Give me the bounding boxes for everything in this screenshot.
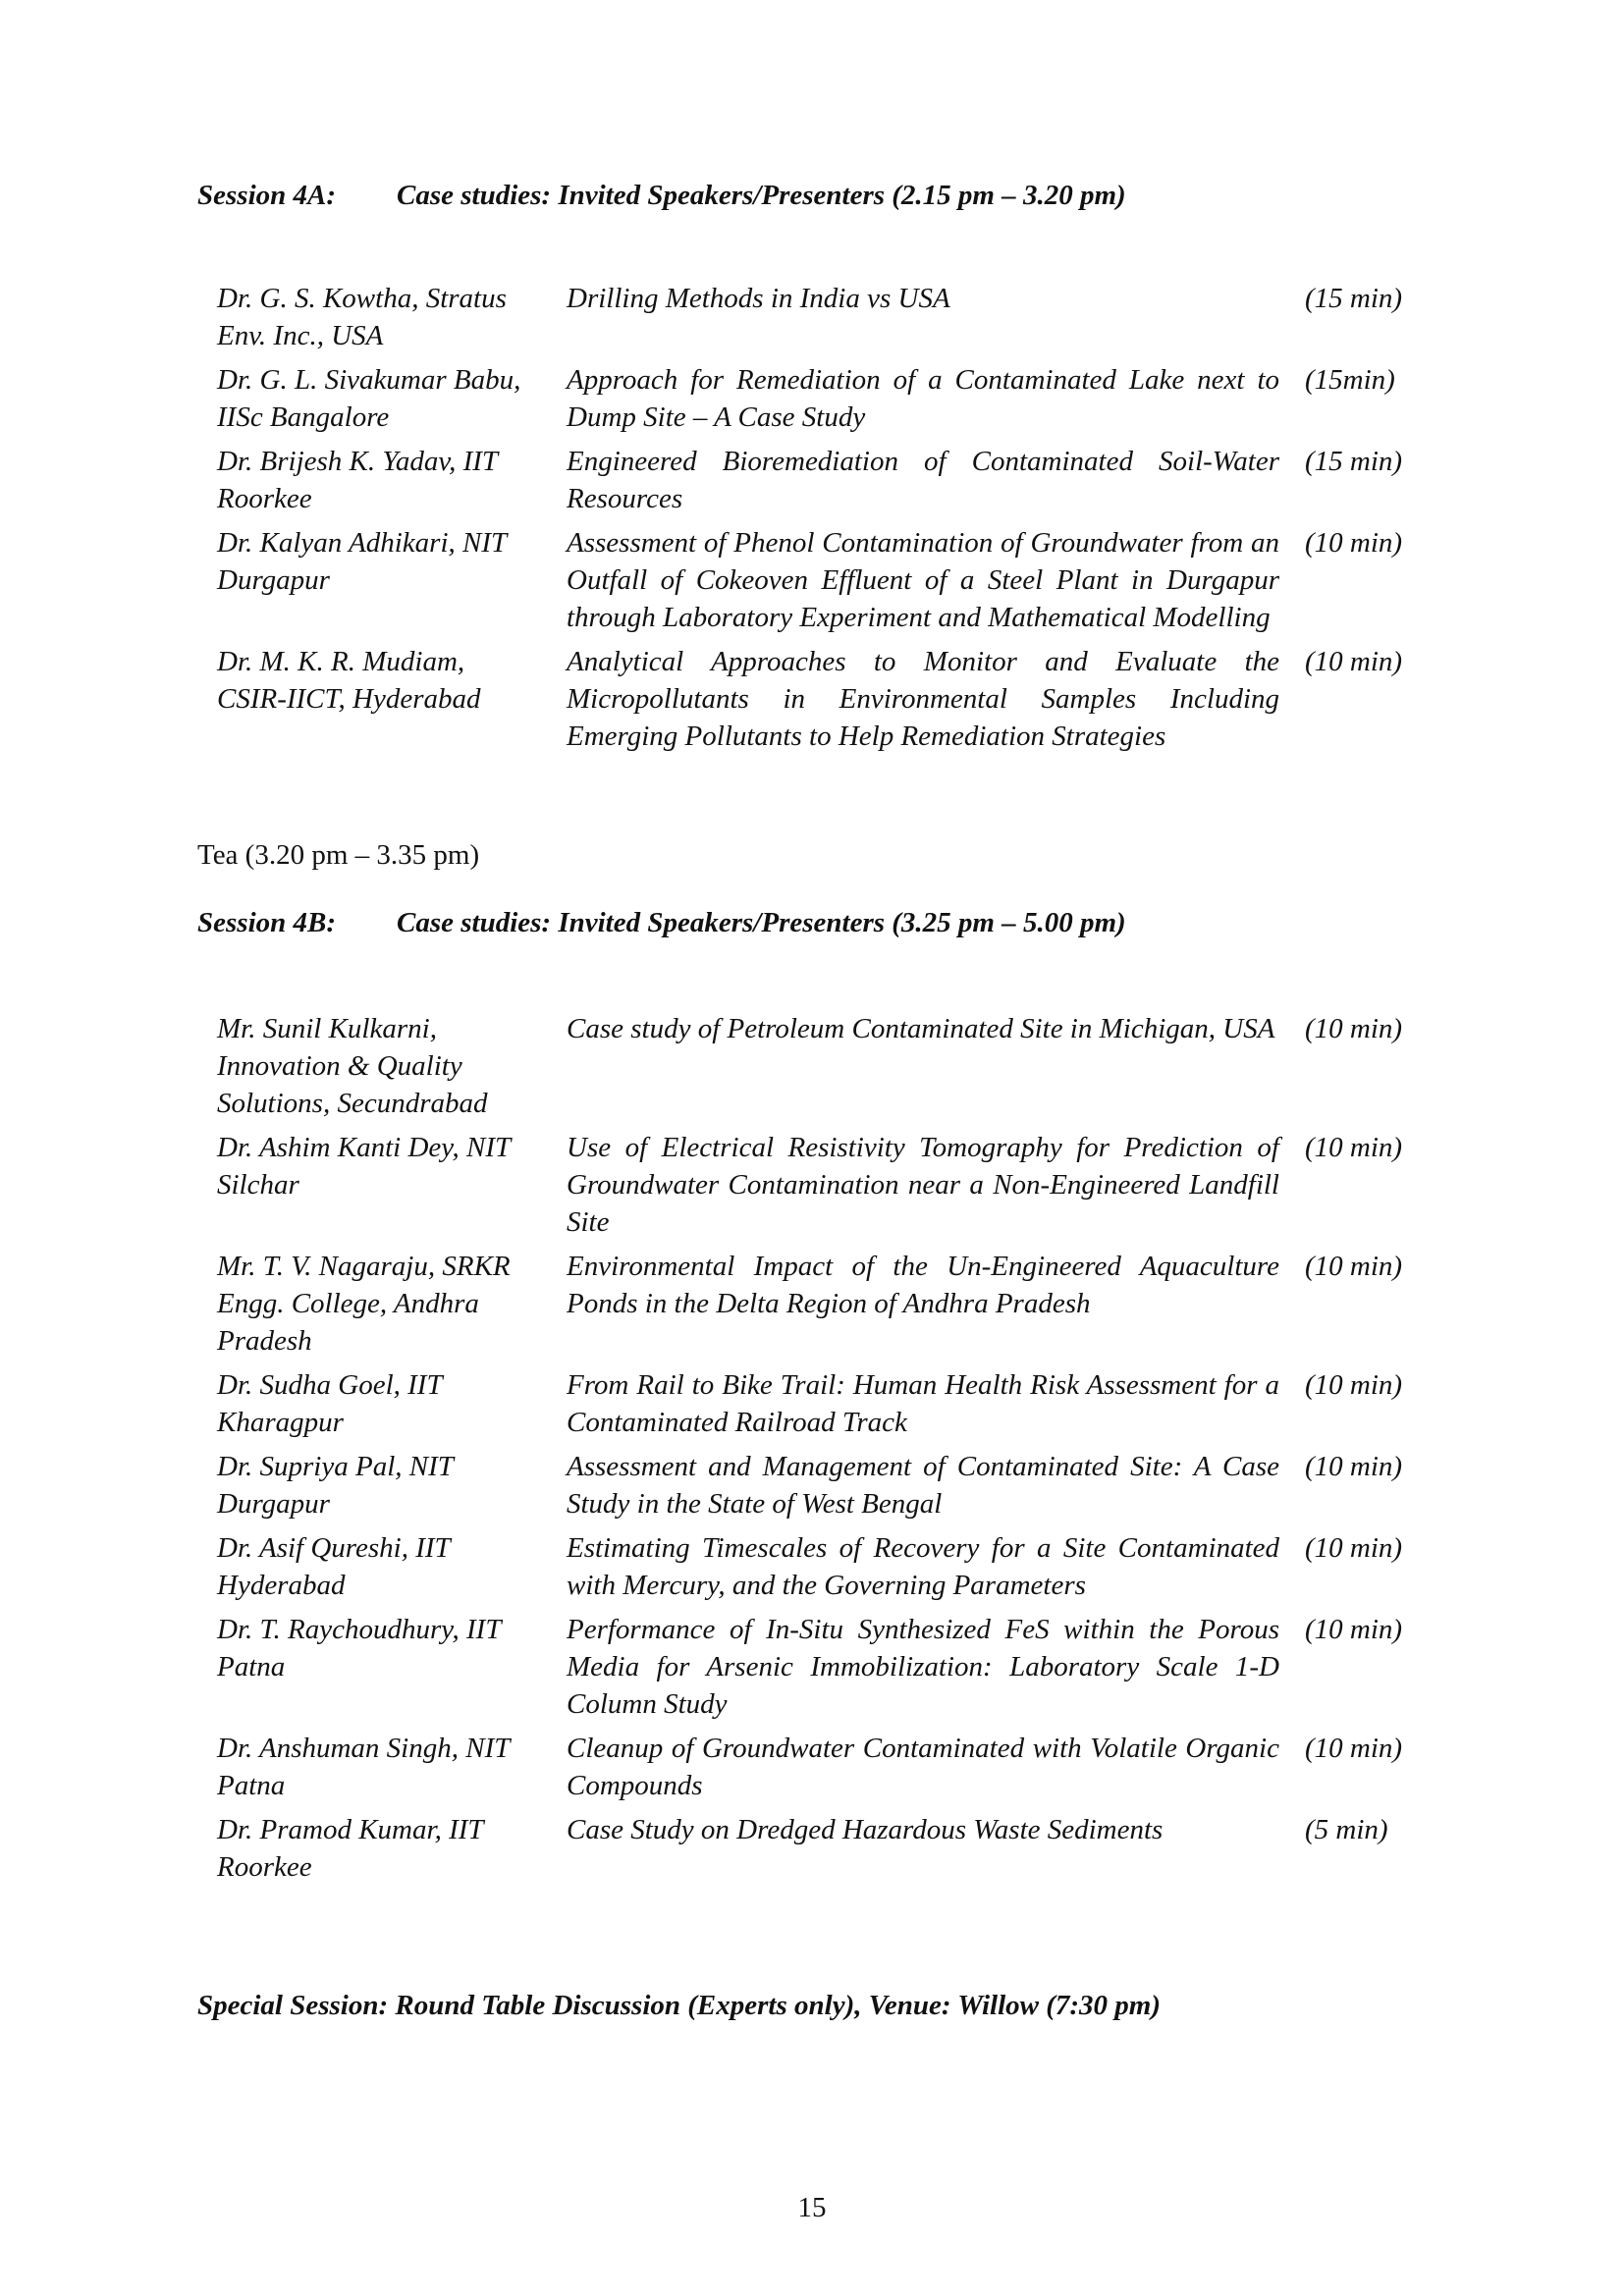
session-4a-code: Session 4A: [197, 180, 337, 211]
speaker: Mr. T. V. Nagaraju, SRKR Engg. College, Andhra Pradesh [217, 1251, 511, 1357]
talk-title: From Rail to Bike Trail: Human Health Risk Assessment for a Contaminated Railroad Track [567, 1369, 1279, 1438]
program-row [217, 524, 1435, 636]
session-4b-program [217, 1010, 1435, 1893]
talk-title: Analytical Approaches to Monitor and Evaluate the Micropollutants in Environmental Samples Including Emerging Pollutants to Help Remediation Strategies [567, 646, 1279, 752]
talk-duration: (15 min) [1305, 283, 1403, 314]
speaker: Mr. Sunil Kulkarni, Innovation & Quality Solutions, Secundrabad [217, 1013, 488, 1119]
speaker: Dr. M. K. R. Mudiam, CSIR-IICT, Hyderabad [217, 646, 481, 715]
talk-title: Estimating Timescales of Recovery for a Site Contaminated with Mercury, and the Governing Parameters [567, 1532, 1279, 1601]
session-4a-title: Case studies: Invited Speakers/Presenters (2.15 pm – 3.20 pm) [397, 180, 1126, 211]
program-row [217, 1448, 1435, 1522]
speaker: Dr. Supriya Pal, NIT Durgapur [217, 1451, 454, 1520]
speaker: Dr. Sudha Goel, IIT Kharagpur [217, 1369, 443, 1438]
talk-title: Case study of Petroleum Contaminated Site in Michigan, USA [567, 1013, 1275, 1044]
talk-duration: (5 min) [1305, 1814, 1388, 1845]
page-number: 15 [797, 2192, 827, 2223]
session-4a-program [217, 280, 1435, 762]
program-row [217, 1730, 1435, 1804]
talk-title: Engineered Bioremediation of Contaminated Soil-Water Resources [567, 446, 1279, 514]
talk-duration: (10 min) [1305, 1251, 1403, 1282]
talk-duration: (10 min) [1305, 1013, 1403, 1044]
speaker: Dr. Brijesh K. Yadav, IIT Roorkee [217, 446, 498, 514]
program-row [217, 443, 1435, 517]
talk-title: Case Study on Dredged Hazardous Waste Sediments [567, 1814, 1164, 1845]
talk-duration: (10 min) [1305, 1369, 1403, 1401]
talk-duration: (10 min) [1305, 1451, 1403, 1482]
program-row [217, 1811, 1435, 1886]
session-4b-heading [197, 907, 1126, 939]
talk-title: Performance of In-Situ Synthesized FeS within the Porous Media for Arsenic Immobilization: Laboratory Scale 1-D Column Study [567, 1614, 1279, 1720]
talk-title: Environmental Impact of the Un-Engineered Aquaculture Ponds in the Delta Region of Andhra Pradesh [567, 1251, 1279, 1319]
talk-duration: (10 min) [1305, 1733, 1403, 1764]
program-row [217, 1010, 1435, 1122]
speaker: Dr. Asif Qureshi, IIT Hyderabad [217, 1532, 451, 1601]
session-4b-title: Case studies: Invited Speakers/Presenters (3.25 pm – 5.00 pm) [397, 907, 1126, 938]
talk-title: Approach for Remediation of a Contaminated Lake next to Dump Site – A Case Study [567, 364, 1279, 433]
speaker: Dr. Pramod Kumar, IIT Roorkee [217, 1814, 483, 1883]
speaker: Dr. Ashim Kanti Dey, NIT Silchar [217, 1132, 511, 1201]
special-session-heading: Special Session: Round Table Discussion (Experts only), Venue: Willow (7:30 pm) [197, 1990, 1162, 2021]
talk-duration: (15min) [1305, 364, 1395, 396]
speaker: Dr. Kalyan Adhikari, NIT Durgapur [217, 527, 507, 596]
talk-duration: (10 min) [1305, 1614, 1403, 1645]
talk-title: Drilling Methods in India vs USA [567, 283, 950, 314]
talk-duration: (10 min) [1305, 1132, 1403, 1163]
tea-break: Tea (3.20 pm – 3.35 pm) [197, 839, 480, 871]
session-4b-code: Session 4B: [197, 907, 337, 938]
program-row [217, 1529, 1435, 1604]
speaker: Dr. T. Raychoudhury, IIT Patna [217, 1614, 501, 1682]
program-row [217, 1366, 1435, 1441]
program-row [217, 1248, 1435, 1360]
talk-duration: (10 min) [1305, 1532, 1403, 1564]
talk-duration: (15 min) [1305, 446, 1403, 477]
speaker: Dr. G. L. Sivakumar Babu, IISc Bangalore [217, 364, 521, 433]
program-row [217, 280, 1435, 354]
program-row [217, 361, 1435, 436]
program-row [217, 643, 1435, 755]
session-4a-heading [197, 180, 1126, 212]
talk-duration: (10 min) [1305, 527, 1403, 559]
talk-duration: (10 min) [1305, 646, 1403, 677]
program-row [217, 1611, 1435, 1723]
talk-title: Use of Electrical Resistivity Tomography for Prediction of Groundwater Contamination near a Non-Engineered Landfill Site [567, 1132, 1279, 1238]
speaker: Dr. Anshuman Singh, NIT Patna [217, 1733, 510, 1801]
talk-title: Cleanup of Groundwater Contaminated with Volatile Organic Compounds [567, 1733, 1279, 1801]
talk-title: Assessment of Phenol Contamination of Groundwater from an Outfall of Cokeoven Effluent of a Steel Plant in Durgapur through Laboratory Experiment and Mathematical Modelling [567, 527, 1279, 633]
speaker: Dr. G. S. Kowtha, Stratus Env. Inc., USA [217, 283, 507, 351]
program-row [217, 1129, 1435, 1241]
talk-title: Assessment and Management of Contaminated Site: A Case Study in the State of West Bengal [567, 1451, 1279, 1520]
